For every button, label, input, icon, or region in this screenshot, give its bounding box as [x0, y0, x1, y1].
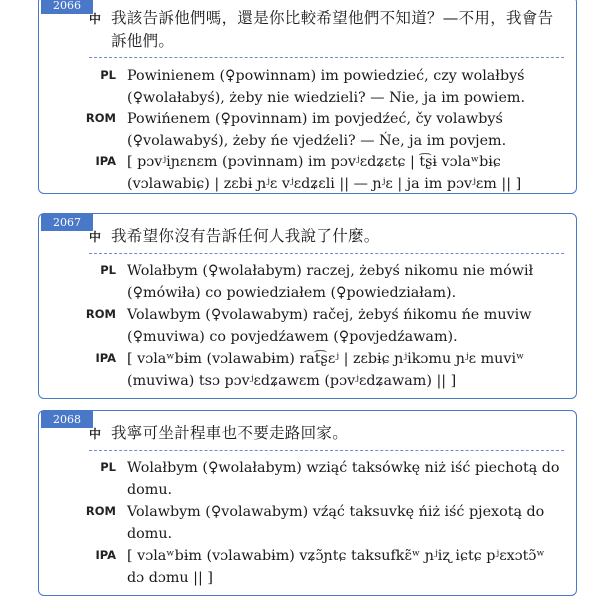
- pl-text: Wolałbym (♀wolałabym) raczej, żebyś nikomu nie mówił (♀mówiła) co powiedziałem (♀powiedziałam).: [127, 263, 534, 301]
- ipa-label: IPA: [95, 351, 116, 365]
- pl-row: [79, 65, 564, 109]
- entry-card: [38, 0, 577, 194]
- entry-card: [38, 410, 577, 596]
- rom-row: [79, 304, 564, 348]
- dashed-divider: [89, 57, 564, 58]
- chinese-sentence: 我希望你沒有告訴任何人我說了什麼。: [111, 227, 380, 245]
- ipa-row: [79, 348, 564, 392]
- entry-number: 2068: [41, 411, 93, 428]
- pl-row: [79, 457, 564, 501]
- ipa-text: [ vɔlaʷbɨm (vɔlawabɨm) rat͡ʂɛʲ | zɛbɨɕ ɲʲikɔmu ɲʲɛ muviʷ (muviwa) tsɔ pɔvʲɛdʑawɛm (pɔvʲɛdʑawam) || ]: [127, 351, 525, 389]
- ipa-row: [79, 545, 564, 589]
- rom-label: ROM: [85, 307, 116, 321]
- ipa-row: [79, 151, 564, 195]
- pl-text: Powinienem (♀powinnam) im powiedzieć, czy wolałbyś (♀wolałabyś), żeby nie wiedzieli? — Nie, ja im powiem.: [127, 68, 526, 106]
- rom-text: Volawbym (♀volawabym) vźąć taksuvkę ńiż iść pjexotą do domu.: [127, 504, 545, 542]
- rom-text: Volawbym (♀volawabym) račej, żebyś ńikomu ńe muviw (♀muviwa) co povjedźawem (♀povjedźawam).: [127, 307, 532, 345]
- ipa-text: [ vɔlaʷbɨm (vɔlawabɨm) vʑɔ̃ɲtɕ taksufkɛ̃ʷ ɲʲiʐ iɕtɕ pʲɛxɔtɔ̃ʷ dɔ dɔmu || ]: [127, 548, 545, 586]
- entry-card: [38, 213, 577, 399]
- pl-label: PL: [100, 68, 116, 82]
- ipa-text: [ pɔvʲiɲɛnɛm (pɔvinnam) im pɔvʲɛdʑɛtɕ | t͡ʂɨ vɔlaʷbɨɕ (vɔlawabiɕ) | zɛbɨ ɲʲɛ vʲɛdʑɛli || — ɲʲɛ | ja im pɔvʲɛm || ]: [127, 154, 522, 192]
- chinese-label: 中: [89, 230, 102, 244]
- entry-number: 2066: [41, 0, 93, 14]
- chinese-label: 中: [89, 12, 102, 26]
- rom-row: [79, 108, 564, 152]
- dashed-divider: [89, 253, 564, 254]
- pl-label: PL: [100, 263, 116, 277]
- ipa-label: IPA: [95, 548, 116, 562]
- rom-label: ROM: [85, 504, 116, 518]
- pl-label: PL: [100, 460, 116, 474]
- chinese-row: [89, 225, 564, 248]
- chinese-sentence: 我寧可坐計程車也不要走路回家。: [111, 424, 349, 442]
- chinese-sentence: 我該告訴他們嗎，還是你比較希望他們不知道？—不用，我會告訴他們。: [111, 9, 554, 50]
- entry-number: 2067: [41, 214, 93, 231]
- pl-row: [79, 260, 564, 304]
- rom-row: [79, 501, 564, 545]
- chinese-row: [89, 7, 564, 53]
- chinese-label: 中: [89, 427, 102, 441]
- dashed-divider: [89, 450, 564, 451]
- rom-text: Powińenem (♀povinnam) im povjedźeć, čy volawbyś (♀volawabyś), żeby ńe vjedźeli? — Ńe, ja im povjem.: [127, 111, 507, 149]
- rom-label: ROM: [85, 111, 116, 125]
- pl-text: Wolałbym (♀wolałabym) wziąć taksówkę niż iść piechotą do domu.: [127, 460, 560, 498]
- chinese-row: [89, 422, 564, 445]
- ipa-label: IPA: [95, 154, 116, 168]
